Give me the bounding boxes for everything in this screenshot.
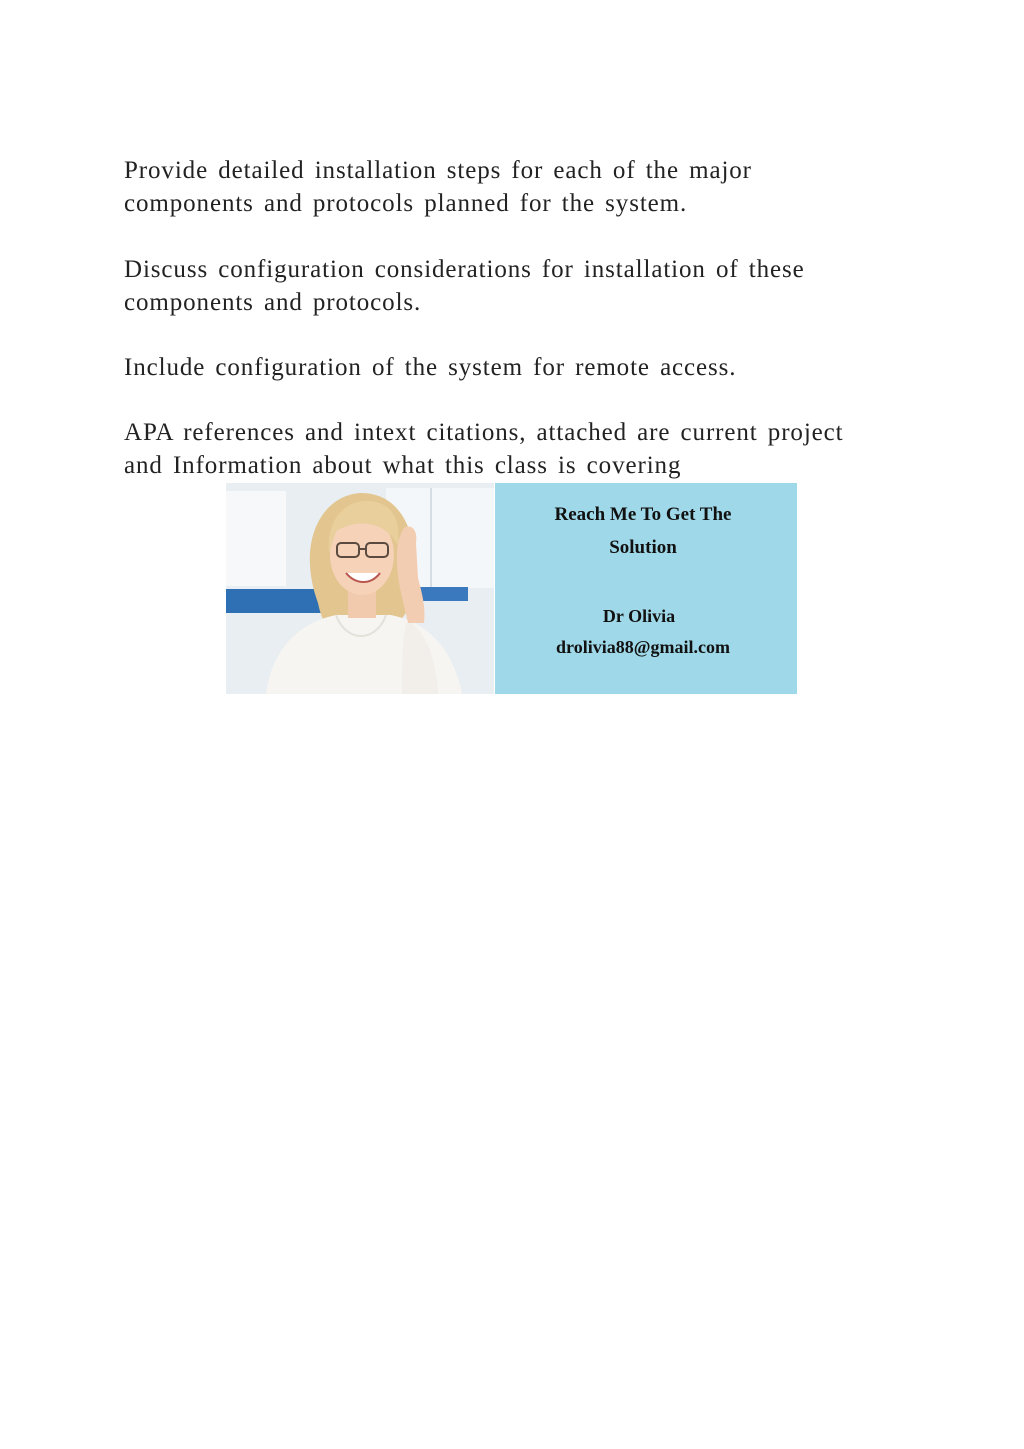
paragraph-apa-references <box>124 416 904 482</box>
contact-panel <box>495 483 797 694</box>
paragraph-remote-access <box>124 351 904 384</box>
text-line: and Information about what this class is covering <box>124 452 682 479</box>
paragraph-installation-steps <box>124 154 904 220</box>
paragraph-configuration-considerations <box>124 253 904 319</box>
text-line: Provide detailed installation steps for each of the major <box>124 157 752 184</box>
woman-with-glasses-illustration <box>226 483 494 694</box>
contact-banner <box>226 483 797 694</box>
headline-line: Reach Me To Get The <box>554 504 732 525</box>
text-line: APA references and intext citations, attached are current project <box>124 419 844 446</box>
text-line: Include configuration of the system for remote access. <box>124 354 737 381</box>
text-line: components and protocols. <box>124 289 422 316</box>
contact-name: Dr Olivia <box>602 606 676 626</box>
text-line: Discuss configuration considerations for installation of these <box>124 256 805 283</box>
text-line: components and protocols planned for the system. <box>124 190 688 217</box>
headline-line: Solution <box>609 537 677 558</box>
tutor-photo <box>226 483 494 694</box>
headline <box>495 498 791 564</box>
contact-email: drolivia88@gmail.com <box>556 637 730 657</box>
